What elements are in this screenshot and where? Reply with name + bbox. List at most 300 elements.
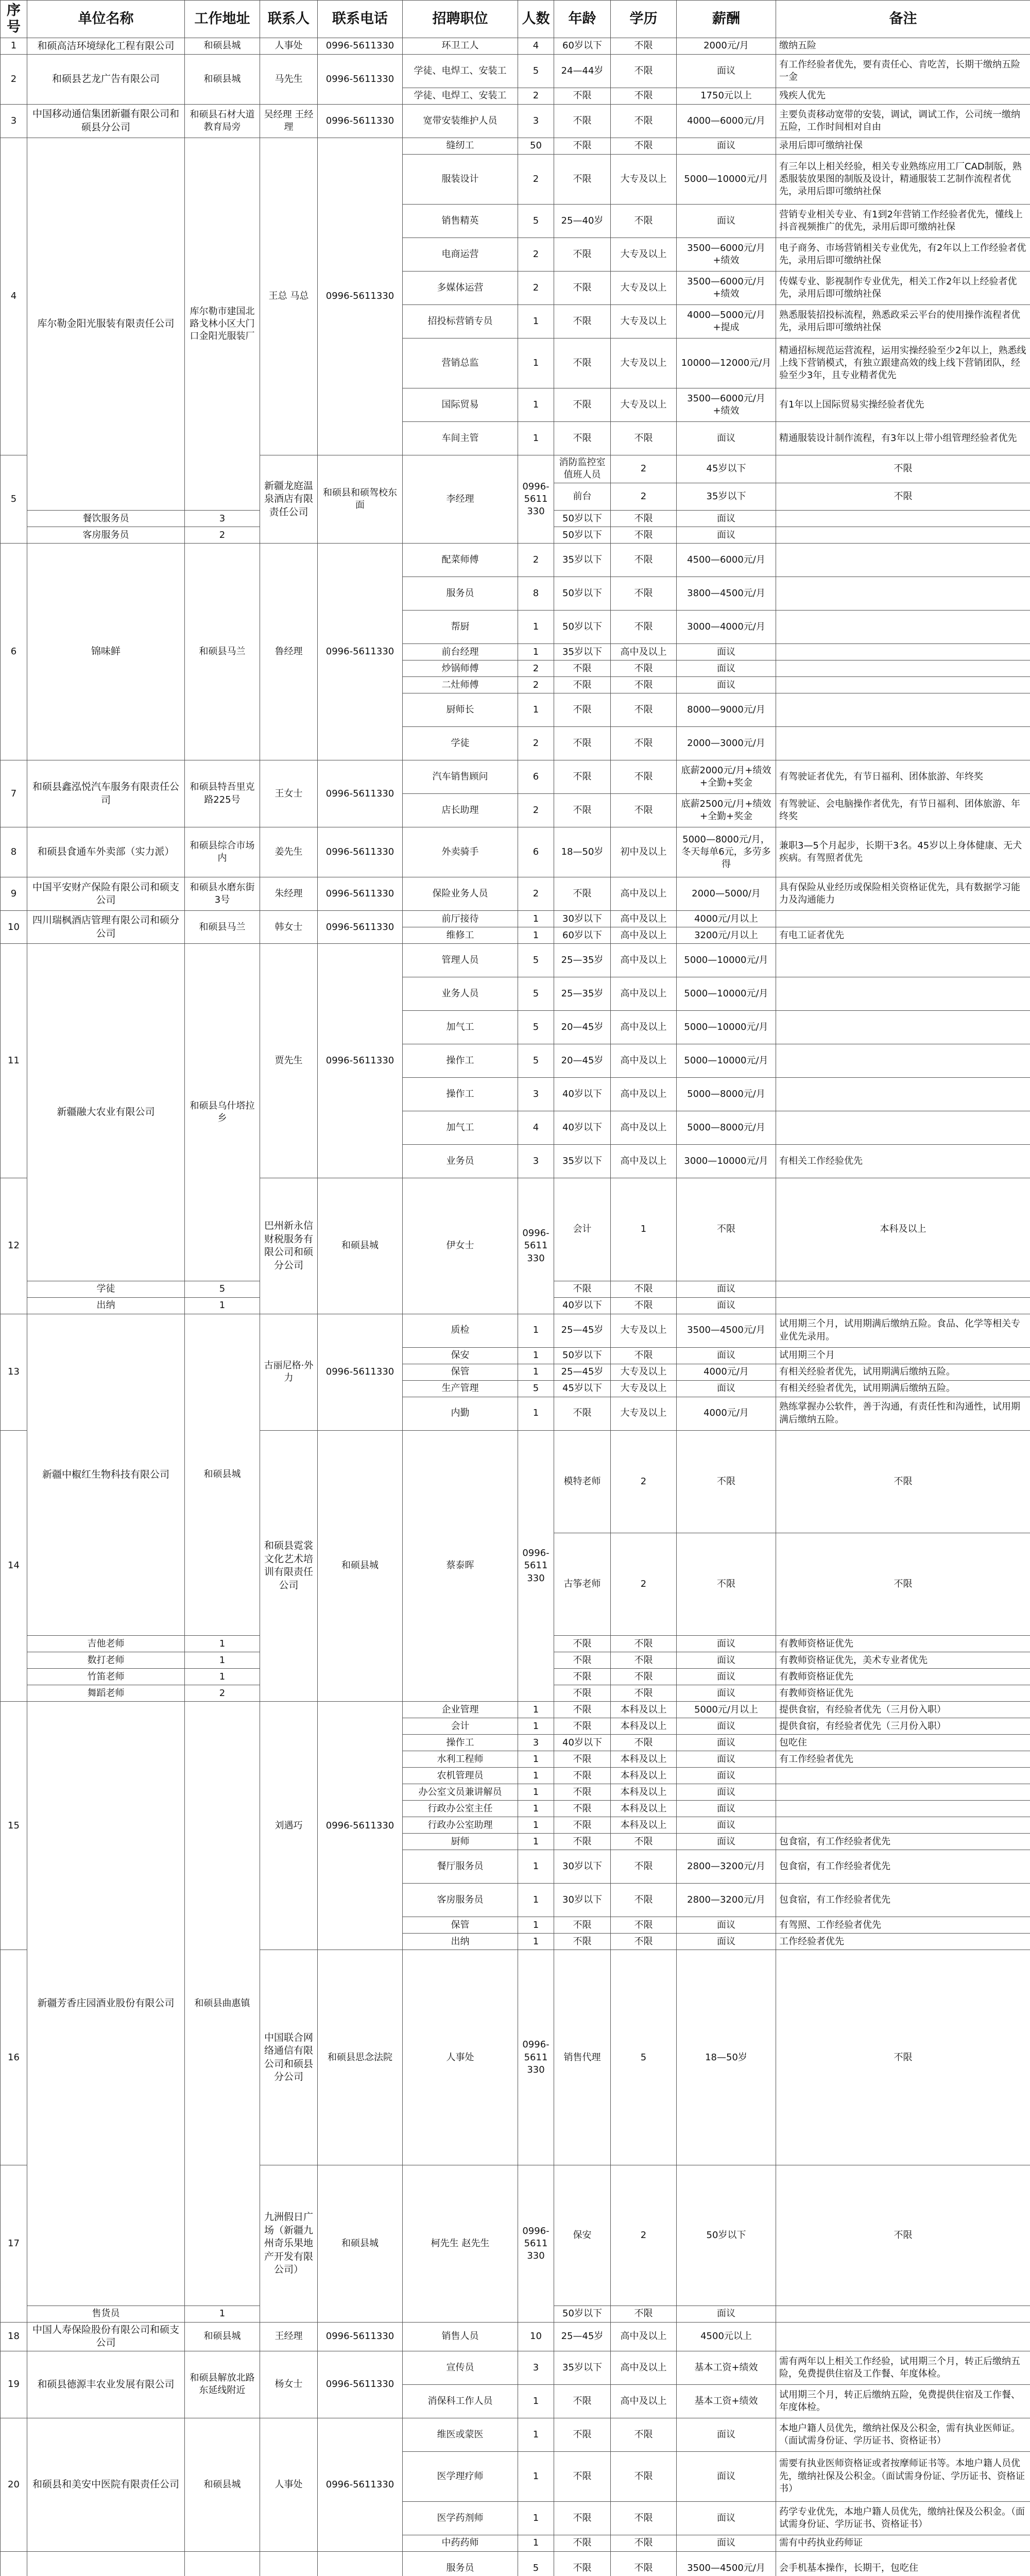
table-row xyxy=(1,2551,1030,2576)
education-requirement: 本科及以上 xyxy=(611,1784,677,1801)
contact-phone: 0996-5611330 xyxy=(318,1702,403,1950)
job-title: 销售代理 xyxy=(554,1950,611,2165)
table-body xyxy=(1,38,1030,2576)
education-requirement: 高中及以上 xyxy=(611,1111,677,1145)
age-requirement: 45岁以下 xyxy=(554,1380,611,1397)
education-requirement: 高中及以上 xyxy=(611,1011,677,1044)
age-requirement: 40岁以下 xyxy=(554,1111,611,1145)
job-note: 有教师资格证优先 xyxy=(776,1669,1030,1685)
job-title: 车间主管 xyxy=(403,422,518,455)
salary: 4500元以上 xyxy=(677,2322,776,2351)
company-name: 和硕高洁环境绿化工程有限公司 xyxy=(27,38,185,55)
job-title: 国际贸易 xyxy=(403,388,518,422)
education-requirement: 初中及以上 xyxy=(611,827,677,877)
job-title: 操作工 xyxy=(403,1735,518,1751)
education-requirement: 大专及以上 xyxy=(611,388,677,422)
contact-person: 朱经理 xyxy=(260,877,318,911)
salary: 5000—10000元/月 xyxy=(677,155,776,205)
age-requirement: 60岁以下 xyxy=(554,38,611,55)
education-requirement: 不限 xyxy=(611,1636,677,1652)
row-number: 18 xyxy=(1,2322,27,2351)
job-title: 学徒、电焊工、安装工 xyxy=(403,88,518,105)
salary: 面议 xyxy=(677,1297,776,1314)
education-requirement: 不限 xyxy=(776,455,1030,483)
contact-person: 王女士 xyxy=(260,760,318,827)
head-count: 2 xyxy=(611,483,677,511)
contact-phone: 0996-5611330 xyxy=(518,1950,554,2165)
job-note: 需有两年以上相关工作经验，试用期三个月，转正后缴纳五险，免费提供住宿及工作餐、年度体检。 xyxy=(776,2351,1030,2384)
head-count: 5 xyxy=(185,1281,260,1297)
head-count: 1 xyxy=(518,1834,554,1850)
job-title: 古筝老师 xyxy=(554,1533,611,1635)
job-title: 汽车销售顾问 xyxy=(403,760,518,794)
company-name: 和硕县和美安中医院有限责任公司 xyxy=(27,2418,185,2551)
contact-phone: 0996-5611330 xyxy=(318,544,403,760)
row-number: 8 xyxy=(1,827,27,877)
age-requirement: 不限 xyxy=(554,1685,611,1702)
age-requirement: 40岁以下 xyxy=(554,1078,611,1111)
contact-phone: 0996-5611330 xyxy=(318,944,403,1178)
education-requirement: 不限 xyxy=(611,422,677,455)
contact-person: 鲁经理 xyxy=(260,544,318,760)
job-title: 维医或蒙医 xyxy=(403,2418,518,2451)
salary: 5000—10000元/月 xyxy=(677,1011,776,1044)
contact-phone: 0996-5611330 xyxy=(518,455,554,544)
age-requirement: 不限 xyxy=(554,877,611,911)
job-note: 包食宿，有工作经验者优先 xyxy=(776,1884,1030,1917)
age-requirement: 不限 xyxy=(554,1652,611,1669)
age-requirement: 不限 xyxy=(554,2551,611,2576)
head-count: 2 xyxy=(518,88,554,105)
contact-phone: 0996-5611330 xyxy=(318,38,403,55)
job-title: 保管 xyxy=(403,1917,518,1934)
job-title: 销售人员 xyxy=(403,2322,518,2351)
education-requirement: 高中及以上 xyxy=(611,927,677,944)
education-requirement: 不限 xyxy=(776,2165,1030,2306)
education-requirement: 大专及以上 xyxy=(611,338,677,388)
table-row xyxy=(1,544,1030,577)
contact-phone: 0996-5611330 xyxy=(318,2418,403,2551)
education-requirement: 不限 xyxy=(611,760,677,794)
head-count: 2 xyxy=(518,272,554,305)
education-requirement: 不限 xyxy=(611,611,677,644)
contact-phone: 0996-5611330 xyxy=(318,1314,403,1430)
head-count: 2 xyxy=(518,794,554,827)
job-note xyxy=(776,1011,1030,1044)
salary: 面议 xyxy=(677,1735,776,1751)
education-requirement: 不限 xyxy=(611,2501,677,2535)
education-requirement: 不限 xyxy=(776,1950,1030,2165)
education-requirement: 本科及以上 xyxy=(611,1768,677,1784)
head-count: 1 xyxy=(518,338,554,388)
job-note: 本地户籍人员优先，缴纳社保及公积金，需有执业医师证。（面试需身份证、学历证书、资格证书） xyxy=(776,2418,1030,2451)
education-requirement: 高中及以上 xyxy=(611,2384,677,2418)
company-name: 锦味鲜 xyxy=(27,544,185,760)
age-requirement: 35岁以下 xyxy=(554,1145,611,1178)
age-requirement: 不限 xyxy=(554,155,611,205)
salary: 3000—4000元/月 xyxy=(677,611,776,644)
job-note xyxy=(776,527,1030,544)
education-requirement: 不限 xyxy=(611,105,677,138)
work-address: 和硕县城 xyxy=(318,1430,403,1702)
table-row xyxy=(1,1314,1030,1347)
education-requirement: 不限 xyxy=(611,794,677,827)
job-note: 提供食宿，有经验者优先（三月份入职） xyxy=(776,1702,1030,1718)
job-title: 维修工 xyxy=(403,927,518,944)
work-address: 库尔勒市建国北路戈林小区大门口金阳光服装厂 xyxy=(185,138,260,511)
row-number: 4 xyxy=(1,138,27,455)
job-note xyxy=(776,727,1030,760)
head-count: 1 xyxy=(518,1751,554,1768)
education-requirement: 高中及以上 xyxy=(611,1044,677,1078)
age-requirement: 25—45岁 xyxy=(554,1364,611,1380)
contact-phone: 0996-5611330 xyxy=(318,2322,403,2351)
header-row xyxy=(1,1,1030,38)
salary: 4000元/月 xyxy=(677,1364,776,1380)
education-requirement: 不限 xyxy=(611,1735,677,1751)
table-row xyxy=(1,38,1030,55)
education-requirement: 大专及以上 xyxy=(611,305,677,338)
contact-phone: 0996-5611330 xyxy=(518,1178,554,1314)
age-requirement: 20—45岁 xyxy=(554,1011,611,1044)
job-title: 前台经理 xyxy=(403,644,518,660)
salary: 面议 xyxy=(677,2306,776,2322)
contact-phone: 0996-5611330 xyxy=(318,760,403,827)
age-requirement: 不限 xyxy=(554,727,611,760)
work-address: 和硕县马兰 xyxy=(185,544,260,760)
education-requirement: 不限 xyxy=(611,2418,677,2451)
salary: 3500—4500元/月 xyxy=(677,1314,776,1347)
age-requirement: 不限 xyxy=(554,1817,611,1834)
salary: 5000—10000元/月 xyxy=(677,977,776,1011)
salary: 5000—10000元/月 xyxy=(677,944,776,977)
job-note: 有教师资格证优先 xyxy=(776,1636,1030,1652)
salary: 面议 xyxy=(677,527,776,544)
salary: 2800—3200元/月 xyxy=(677,1884,776,1917)
age-requirement: 35岁以下 xyxy=(677,483,776,511)
salary: 5000元/月以上 xyxy=(677,1702,776,1718)
job-title: 前厅接待 xyxy=(403,911,518,927)
job-title: 客房服务员 xyxy=(27,527,185,544)
job-title: 保险业务人员 xyxy=(403,877,518,911)
salary: 面议 xyxy=(677,1281,776,1297)
education-requirement: 不限 xyxy=(611,55,677,88)
job-title: 宽带安装维护人员 xyxy=(403,105,518,138)
age-requirement: 35岁以下 xyxy=(554,544,611,577)
job-note xyxy=(776,1297,1030,1314)
company-name: 新疆龙庭温泉酒店有限责任公司 xyxy=(260,455,318,544)
education-requirement: 不限 xyxy=(611,1917,677,1934)
contact-person: 刘遇巧 xyxy=(260,1702,318,1950)
job-title: 二灶师傅 xyxy=(403,677,518,693)
salary: 3500—6000元/月+绩效 xyxy=(677,272,776,305)
header-position: 招聘职位 xyxy=(403,1,518,38)
salary: 面议 xyxy=(677,644,776,660)
job-note xyxy=(776,577,1030,611)
salary: 5000—8000元/月 xyxy=(677,1078,776,1111)
contact-person: 人事处 xyxy=(260,2418,318,2551)
education-requirement: 不限 xyxy=(611,544,677,577)
job-title: 外卖骑手 xyxy=(403,827,518,877)
salary: 8000—9000元/月 xyxy=(677,693,776,727)
job-title: 质检 xyxy=(403,1314,518,1347)
age-requirement: 不限 xyxy=(677,1178,776,1281)
age-requirement: 30岁以下 xyxy=(554,1884,611,1917)
job-note xyxy=(776,511,1030,527)
job-title: 餐饮服务员 xyxy=(27,511,185,527)
job-title: 服务员 xyxy=(403,577,518,611)
salary: 面议 xyxy=(677,1817,776,1834)
salary: 5000—8000元/月 xyxy=(677,1111,776,1145)
work-address: 和硕县综合市场内 xyxy=(185,827,260,877)
job-note xyxy=(776,1801,1030,1817)
head-count: 2 xyxy=(518,155,554,205)
job-title: 环卫工人 xyxy=(403,38,518,55)
header-contact: 联系人 xyxy=(260,1,318,38)
header-company: 单位名称 xyxy=(27,1,185,38)
head-count: 5 xyxy=(518,1011,554,1044)
row-number: 9 xyxy=(1,877,27,911)
head-count: 1 xyxy=(518,1768,554,1784)
work-address: 和硕县城 xyxy=(185,1314,260,1636)
job-title: 业务人员 xyxy=(403,977,518,1011)
company-name: 中国平安财产保险有限公司和硕支公司 xyxy=(27,877,185,911)
table-row xyxy=(1,2322,1030,2351)
head-count: 1 xyxy=(518,2501,554,2535)
education-requirement: 不限 xyxy=(611,2551,677,2576)
age-requirement: 不限 xyxy=(554,1784,611,1801)
salary: 4000—5000元/月+提成 xyxy=(677,305,776,338)
education-requirement: 本科及以上 xyxy=(611,1702,677,1718)
age-requirement: 25—35岁 xyxy=(554,944,611,977)
job-title: 行政办公室助理 xyxy=(403,1817,518,1834)
job-note xyxy=(776,1111,1030,1145)
salary: 面议 xyxy=(677,1347,776,1364)
salary: 面议 xyxy=(677,677,776,693)
job-title: 保安 xyxy=(554,2165,611,2306)
job-note: 有驾驶证、会电脑操作者优先，有节日福利、团体旅游、年终奖 xyxy=(776,794,1030,827)
head-count: 3 xyxy=(185,511,260,527)
contact-person: 姜先生 xyxy=(260,827,318,877)
job-note: 需有中药执业药师证 xyxy=(776,2535,1030,2551)
job-title: 中药药师 xyxy=(403,2535,518,2551)
head-count: 5 xyxy=(518,944,554,977)
head-count: 2 xyxy=(518,660,554,677)
job-title: 保安 xyxy=(403,1347,518,1364)
salary: 面议 xyxy=(677,1934,776,1950)
salary: 3200元/月以上 xyxy=(677,927,776,944)
education-requirement: 大专及以上 xyxy=(611,1314,677,1347)
work-address: 和硕县城 xyxy=(185,2322,260,2351)
job-title: 医学药剂师 xyxy=(403,2501,518,2535)
education-requirement: 大专及以上 xyxy=(611,1397,677,1430)
salary: 底薪2500元/月+绩效+全勤+奖金 xyxy=(677,794,776,827)
job-title: 生产管理 xyxy=(403,1380,518,1397)
salary: 2000—3000元/月 xyxy=(677,727,776,760)
job-title: 招投标营销专员 xyxy=(403,305,518,338)
salary: 3500—6000元/月+绩效 xyxy=(677,238,776,272)
contact-person: 杨女士 xyxy=(260,2351,318,2418)
job-note: 有相关经验者优先，试用期满后缴纳五险。 xyxy=(776,1364,1030,1380)
salary: 面议 xyxy=(677,1801,776,1817)
row-number: 6 xyxy=(1,544,27,760)
age-requirement: 35岁以下 xyxy=(554,2351,611,2384)
salary: 面议 xyxy=(677,1669,776,1685)
job-title: 竹笛老师 xyxy=(27,1669,185,1685)
job-note: 主要负责移动宽带的安装，调试，调试工作，公司统一缴纳五险，工作时间相对自由 xyxy=(776,105,1030,138)
work-address: 和硕县城 xyxy=(185,38,260,55)
age-requirement: 不限 xyxy=(554,1917,611,1934)
education-requirement: 本科及以上 xyxy=(611,1817,677,1834)
head-count: 2 xyxy=(185,1685,260,1702)
head-count: 6 xyxy=(518,827,554,877)
head-count: 3 xyxy=(518,1078,554,1111)
table-row xyxy=(1,55,1030,88)
head-count: 6 xyxy=(518,760,554,794)
table-row xyxy=(1,2418,1030,2451)
salary: 面议 xyxy=(677,1636,776,1652)
contact-person: 人事处 xyxy=(260,38,318,55)
education-requirement: 本科及以上 xyxy=(611,1751,677,1768)
job-note: 试用期三个月，试用期满后缴纳五险。食品、化学等相关专业优先录用。 xyxy=(776,1314,1030,1347)
job-title: 会计 xyxy=(554,1178,611,1281)
age-requirement: 50岁以下 xyxy=(554,527,611,544)
job-note: 试用期三个月，转正后缴纳五险，免费提供住宿及工作餐、年度体检。 xyxy=(776,2384,1030,2418)
education-requirement: 不限 xyxy=(776,1533,1030,1635)
contact-phone: 0996-5611330 xyxy=(518,1430,554,1702)
age-requirement: 不限 xyxy=(554,1669,611,1685)
company-name: 新疆融大农业有限公司 xyxy=(27,944,185,1281)
head-count: 1 xyxy=(185,1636,260,1652)
education-requirement: 本科及以上 xyxy=(611,1718,677,1735)
head-count: 1 xyxy=(518,2451,554,2501)
head-count: 1 xyxy=(518,2384,554,2418)
company-name xyxy=(27,2551,185,2576)
company-name: 和硕县德源丰农业发展有限公司 xyxy=(27,2351,185,2418)
age-requirement: 不限 xyxy=(554,1751,611,1768)
education-requirement: 不限 xyxy=(611,1281,677,1297)
salary: 3500—6000元/月+绩效 xyxy=(677,388,776,422)
contact-phone: 0996-5611330 xyxy=(318,138,403,455)
salary: 5000—10000元/月 xyxy=(677,1044,776,1078)
job-note xyxy=(776,544,1030,577)
head-count: 1 xyxy=(518,927,554,944)
job-title: 行政办公室主任 xyxy=(403,1801,518,1817)
education-requirement: 高中及以上 xyxy=(611,977,677,1011)
job-note: 精通服装设计制作流程，有3年以上带小组管理经验者优先 xyxy=(776,422,1030,455)
head-count: 2 xyxy=(518,238,554,272)
work-address: 和硕县城 xyxy=(318,1178,403,1314)
work-address: 和硕县城 xyxy=(185,55,260,105)
job-note xyxy=(776,2322,1030,2351)
education-requirement: 不限 xyxy=(611,2306,677,2322)
age-requirement: 不限 xyxy=(554,88,611,105)
header-notes: 备注 xyxy=(776,1,1030,38)
age-requirement: 不限 xyxy=(554,2535,611,2551)
job-note: 熟悉服装招投标流程，熟悉政采云平台的使用操作流程者优先，录用后即可缴纳社保 xyxy=(776,305,1030,338)
age-requirement: 不限 xyxy=(554,760,611,794)
education-requirement: 不限 xyxy=(611,38,677,55)
table-row xyxy=(1,944,1030,977)
head-count: 1 xyxy=(611,1178,677,1281)
job-note: 熟练掌握办公软件，善于沟通，有责任性和沟通性，试用期满后缴纳五险。 xyxy=(776,1397,1030,1430)
head-count: 1 xyxy=(185,1652,260,1669)
salary: 面议 xyxy=(677,1917,776,1934)
contact-phone: 0996-5611330 xyxy=(318,105,403,138)
salary: 10000—12000元/月 xyxy=(677,338,776,388)
job-note: 有三年以上相关经验，相关专业熟练应用工厂CAD制版，熟悉服装放果图的制版及设计，精通服装工艺制作流程者优先，录用后即可缴纳社保 xyxy=(776,155,1030,205)
job-title: 帮厨 xyxy=(403,611,518,644)
salary: 面议 xyxy=(677,55,776,88)
contact-phone: 0996-5611330 xyxy=(318,827,403,877)
work-address xyxy=(185,2551,260,2576)
age-requirement: 50岁以下 xyxy=(554,611,611,644)
age-requirement: 不限 xyxy=(554,1702,611,1718)
salary: 面议 xyxy=(677,2418,776,2451)
job-note xyxy=(776,611,1030,644)
contact-person: 伊女士 xyxy=(403,1178,518,1314)
job-title: 店长助理 xyxy=(403,794,518,827)
contact-person: 王总 马总 xyxy=(260,138,318,455)
head-count: 1 xyxy=(518,2535,554,2551)
row-number: 1 xyxy=(1,38,27,55)
salary: 面议 xyxy=(677,1784,776,1801)
head-count: 5 xyxy=(518,2551,554,2576)
education-requirement: 高中及以上 xyxy=(611,877,677,911)
head-count: 1 xyxy=(518,1917,554,1934)
head-count: 4 xyxy=(518,1111,554,1145)
head-count: 1 xyxy=(518,1364,554,1380)
job-note xyxy=(776,1817,1030,1834)
age-requirement: 不限 xyxy=(554,2418,611,2451)
education-requirement: 高中及以上 xyxy=(611,944,677,977)
contact-person: 马先生 xyxy=(260,55,318,105)
row-number xyxy=(1,2551,27,2576)
education-requirement: 不限 xyxy=(611,1834,677,1850)
salary: 4000元/月以上 xyxy=(677,911,776,927)
work-address: 和硕县思念法院 xyxy=(318,1950,403,2165)
head-count: 1 xyxy=(518,611,554,644)
age-requirement: 50岁以下 xyxy=(677,2165,776,2306)
age-requirement: 50岁以下 xyxy=(554,511,611,527)
head-count: 1 xyxy=(518,1817,554,1834)
job-title: 加气工 xyxy=(403,1011,518,1044)
education-requirement: 不限 xyxy=(611,138,677,155)
age-requirement: 不限 xyxy=(554,238,611,272)
head-count: 2 xyxy=(611,1533,677,1635)
job-title: 厨师长 xyxy=(403,693,518,727)
salary: 基本工资+绩效 xyxy=(677,2384,776,2418)
job-title: 会计 xyxy=(403,1718,518,1735)
age-requirement: 不限 xyxy=(554,1801,611,1817)
contact-person: 人事处 xyxy=(403,1950,518,2165)
company-name: 和硕县鑫泓悦汽车服务有限责任公司 xyxy=(27,760,185,827)
job-title: 办公室文员兼讲解员 xyxy=(403,1784,518,1801)
contact-person: 贾先生 xyxy=(260,944,318,1178)
row-number: 19 xyxy=(1,2351,27,2418)
job-note: 有教师资格证优先，美术专业者优先 xyxy=(776,1652,1030,1669)
company-name: 新疆中椒红生物科技有限公司 xyxy=(27,1314,185,1636)
salary: 面议 xyxy=(677,1380,776,1397)
age-requirement: 不限 xyxy=(554,794,611,827)
age-requirement: 20—45岁 xyxy=(554,1044,611,1078)
education-requirement: 不限 xyxy=(776,483,1030,511)
head-count: 10 xyxy=(518,2322,554,2351)
job-note xyxy=(776,2306,1030,2322)
company-name: 和硕县食通车外卖部（实力派） xyxy=(27,827,185,877)
job-title: 企业管理 xyxy=(403,1702,518,1718)
job-note: 有工作经验者优先，要有责任心、肯吃苦，长期干缴纳五险一金 xyxy=(776,55,1030,88)
